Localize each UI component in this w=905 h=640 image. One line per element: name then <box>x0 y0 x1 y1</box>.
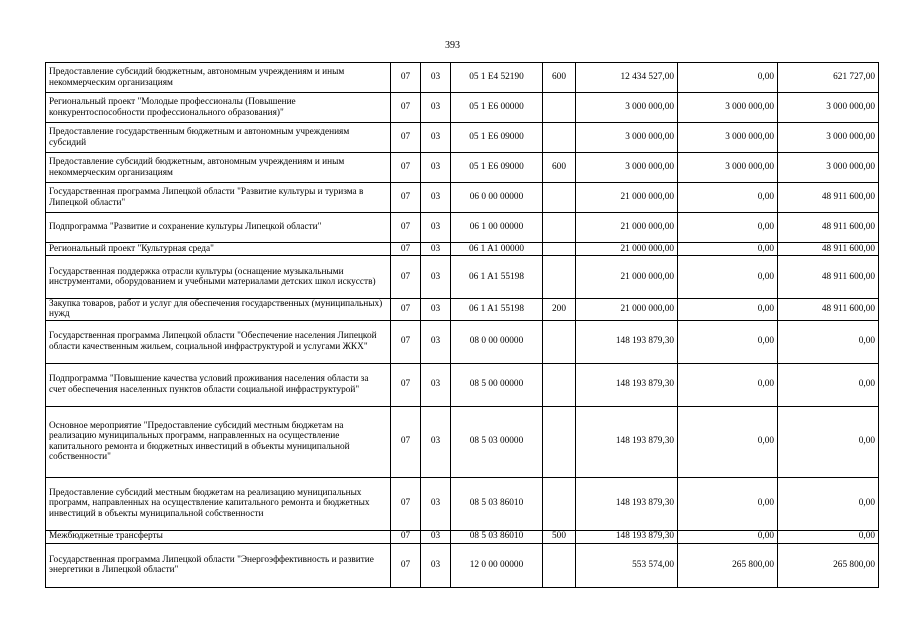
amount-year-3: 3 000 000,00 <box>778 93 879 123</box>
amount-year-3: 265 800,00 <box>778 543 879 587</box>
amount-year-1: 21 000 000,00 <box>576 183 678 213</box>
amount-year-1: 3 000 000,00 <box>576 93 678 123</box>
expense-type-code <box>543 93 576 123</box>
amount-year-2: 0,00 <box>678 243 778 256</box>
row-name: Подпрограмма "Развитие и сохранение культуры Липецкой области" <box>46 213 391 243</box>
amount-year-3: 0,00 <box>778 363 879 406</box>
section-code: 07 <box>391 213 421 243</box>
row-name: Государственная поддержка отрасли культуры (оснащение музыкальными инструментами, оборудованием и учебными материалами детских школ искусств) <box>46 256 391 299</box>
table-row <box>46 256 879 299</box>
expense-type-code: 600 <box>543 63 576 93</box>
amount-year-1: 148 193 879,30 <box>576 406 678 477</box>
table-row <box>46 183 879 213</box>
subsection-code: 03 <box>421 183 451 213</box>
amount-year-2: 0,00 <box>678 63 778 93</box>
target-article-code: 06 0 00 00000 <box>451 183 543 213</box>
target-article-code: 05 1 E6 09000 <box>451 153 543 183</box>
target-article-code: 12 0 00 00000 <box>451 543 543 587</box>
row-name: Основное мероприятие "Предоставление субсидий местным бюджетам на реализацию муниципальных программ, направленных на осуществление капитального ремонта и бюджетных инвестиций в объекты муниципальной собственности" <box>46 406 391 477</box>
amount-year-1: 3 000 000,00 <box>576 153 678 183</box>
amount-year-2: 3 000 000,00 <box>678 93 778 123</box>
row-name: Межбюджетные трансферты <box>46 530 391 543</box>
table-row <box>46 243 879 256</box>
amount-year-1: 553 574,00 <box>576 543 678 587</box>
expense-type-code <box>543 320 576 363</box>
subsection-code: 03 <box>421 543 451 587</box>
amount-year-1: 148 193 879,30 <box>576 363 678 406</box>
table-row <box>46 477 879 530</box>
amount-year-2: 0,00 <box>678 320 778 363</box>
table-row <box>46 213 879 243</box>
expense-type-code <box>543 256 576 299</box>
subsection-code: 03 <box>421 153 451 183</box>
amount-year-1: 21 000 000,00 <box>576 213 678 243</box>
amount-year-2: 0,00 <box>678 183 778 213</box>
section-code: 07 <box>391 406 421 477</box>
section-code: 07 <box>391 477 421 530</box>
row-name: Региональный проект "Культурная среда" <box>46 243 391 256</box>
amount-year-1: 12 434 527,00 <box>576 63 678 93</box>
subsection-code: 03 <box>421 320 451 363</box>
table-row <box>46 123 879 153</box>
amount-year-1: 21 000 000,00 <box>576 256 678 299</box>
table-row <box>46 93 879 123</box>
amount-year-3: 0,00 <box>778 477 879 530</box>
amount-year-1: 148 193 879,30 <box>576 477 678 530</box>
expense-type-code <box>543 477 576 530</box>
subsection-code: 03 <box>421 123 451 153</box>
target-article-code: 08 5 03 86010 <box>451 530 543 543</box>
target-article-code: 05 1 E6 00000 <box>451 93 543 123</box>
table-row <box>46 543 879 587</box>
subsection-code: 03 <box>421 299 451 321</box>
subsection-code: 03 <box>421 213 451 243</box>
amount-year-2: 0,00 <box>678 530 778 543</box>
amount-year-3: 48 911 600,00 <box>778 243 879 256</box>
amount-year-3: 0,00 <box>778 320 879 363</box>
amount-year-3: 48 911 600,00 <box>778 299 879 321</box>
amount-year-3: 48 911 600,00 <box>778 256 879 299</box>
amount-year-1: 21 000 000,00 <box>576 243 678 256</box>
row-name: Государственная программа Липецкой области "Обеспечение населения Липецкой области качественным жильем, социальной инфраструктурой и услугами ЖКХ" <box>46 320 391 363</box>
expense-type-code: 500 <box>543 530 576 543</box>
amount-year-3: 48 911 600,00 <box>778 213 879 243</box>
amount-year-2: 0,00 <box>678 299 778 321</box>
amount-year-3: 3 000 000,00 <box>778 153 879 183</box>
subsection-code: 03 <box>421 243 451 256</box>
expense-type-code <box>543 363 576 406</box>
row-name: Предоставление государственным бюджетным и автономным учреждениям субсидий <box>46 123 391 153</box>
section-code: 07 <box>391 299 421 321</box>
expense-type-code <box>543 183 576 213</box>
amount-year-2: 265 800,00 <box>678 543 778 587</box>
table-row <box>46 530 879 543</box>
target-article-code: 08 5 03 86010 <box>451 477 543 530</box>
amount-year-2: 0,00 <box>678 363 778 406</box>
subsection-code: 03 <box>421 93 451 123</box>
row-name: Предоставление субсидий местным бюджетам на реализацию муниципальных программ, направленных на осуществление капитального ремонта и бюджетных инвестиций в объекты муниципальной собственности <box>46 477 391 530</box>
table-row <box>46 320 879 363</box>
expense-type-code <box>543 123 576 153</box>
table-row <box>46 363 879 406</box>
table-row <box>46 153 879 183</box>
amount-year-3: 3 000 000,00 <box>778 123 879 153</box>
row-name: Региональный проект "Молодые профессионалы (Повышение конкурентоспособности профессионального образования)" <box>46 93 391 123</box>
table-row <box>46 63 879 93</box>
target-article-code: 05 1 E4 52190 <box>451 63 543 93</box>
row-name: Подпрограмма "Повышение качества условий проживания населения области за счет обеспечения населенных пунктов области социальной инфраструктурой" <box>46 363 391 406</box>
row-name: Предоставление субсидий бюджетным, автономным учреждениям и иным некоммерческим организациям <box>46 63 391 93</box>
subsection-code: 03 <box>421 63 451 93</box>
section-code: 07 <box>391 63 421 93</box>
target-article-code: 06 1 A1 00000 <box>451 243 543 256</box>
target-article-code: 05 1 E6 09000 <box>451 123 543 153</box>
amount-year-1: 3 000 000,00 <box>576 123 678 153</box>
section-code: 07 <box>391 123 421 153</box>
amount-year-2: 0,00 <box>678 406 778 477</box>
target-article-code: 06 1 00 00000 <box>451 213 543 243</box>
amount-year-2: 3 000 000,00 <box>678 123 778 153</box>
section-code: 07 <box>391 530 421 543</box>
subsection-code: 03 <box>421 406 451 477</box>
amount-year-1: 148 193 879,30 <box>576 320 678 363</box>
amount-year-2: 3 000 000,00 <box>678 153 778 183</box>
subsection-code: 03 <box>421 530 451 543</box>
page-number: 393 <box>445 40 460 51</box>
expense-type-code <box>543 543 576 587</box>
target-article-code: 06 1 A1 55198 <box>451 299 543 321</box>
expense-type-code <box>543 406 576 477</box>
table-row <box>46 406 879 477</box>
amount-year-2: 0,00 <box>678 256 778 299</box>
table-row <box>46 299 879 321</box>
expense-type-code <box>543 213 576 243</box>
amount-year-1: 21 000 000,00 <box>576 299 678 321</box>
amount-year-2: 0,00 <box>678 213 778 243</box>
target-article-code: 06 1 A1 55198 <box>451 256 543 299</box>
target-article-code: 08 5 03 00000 <box>451 406 543 477</box>
section-code: 07 <box>391 183 421 213</box>
amount-year-3: 0,00 <box>778 530 879 543</box>
row-name: Закупка товаров, работ и услуг для обеспечения государственных (муниципальных) нужд <box>46 299 391 321</box>
amount-year-3: 0,00 <box>778 406 879 477</box>
subsection-code: 03 <box>421 477 451 530</box>
row-name: Государственная программа Липецкой области "Развитие культуры и туризма в Липецкой области" <box>46 183 391 213</box>
subsection-code: 03 <box>421 363 451 406</box>
section-code: 07 <box>391 363 421 406</box>
target-article-code: 08 5 00 00000 <box>451 363 543 406</box>
section-code: 07 <box>391 256 421 299</box>
section-code: 07 <box>391 153 421 183</box>
row-name: Предоставление субсидий бюджетным, автономным учреждениям и иным некоммерческим организациям <box>46 153 391 183</box>
target-article-code: 08 0 00 00000 <box>451 320 543 363</box>
expense-type-code: 200 <box>543 299 576 321</box>
section-code: 07 <box>391 93 421 123</box>
amount-year-3: 621 727,00 <box>778 63 879 93</box>
amount-year-1: 148 193 879,30 <box>576 530 678 543</box>
amount-year-3: 48 911 600,00 <box>778 183 879 213</box>
row-name: Государственная программа Липецкой области "Энергоэффективность и развитие энергетики в Липецкой области" <box>46 543 391 587</box>
expense-type-code <box>543 243 576 256</box>
subsection-code: 03 <box>421 256 451 299</box>
section-code: 07 <box>391 543 421 587</box>
expense-type-code: 600 <box>543 153 576 183</box>
amount-year-2: 0,00 <box>678 477 778 530</box>
section-code: 07 <box>391 320 421 363</box>
section-code: 07 <box>391 243 421 256</box>
budget-table <box>45 62 879 588</box>
